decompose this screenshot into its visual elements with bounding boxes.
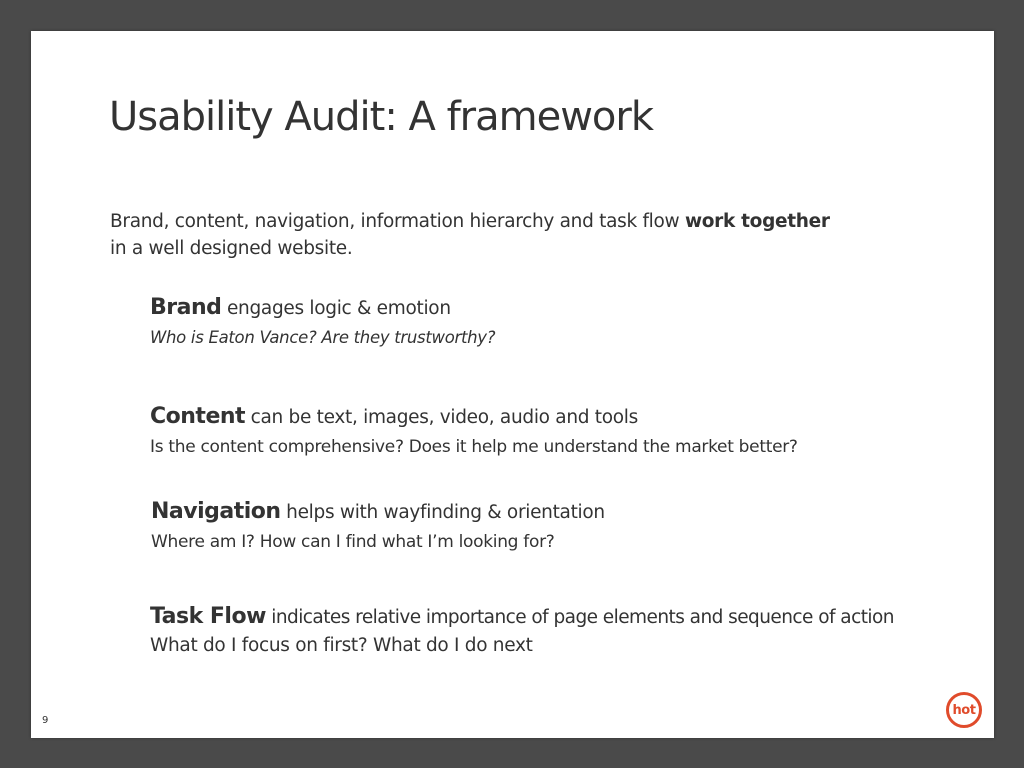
point-navigation-term: Navigation	[151, 499, 281, 524]
point-brand	[150, 295, 970, 347]
point-navigation-question: Where am I? How can I find what I’m looking for?	[151, 532, 555, 552]
hot-logo	[946, 692, 982, 728]
point-brand-term: Brand	[150, 295, 222, 320]
point-brand-heading	[150, 295, 970, 320]
point-brand-description: engages logic & emotion	[221, 298, 451, 319]
point-navigation-description: helps with wayfinding & orientation	[280, 502, 605, 523]
point-navigation-heading	[151, 499, 971, 524]
point-content-question: Is the content comprehensive? Does it help me understand the market better?	[150, 437, 798, 457]
intro-text-after: in a well designed website.	[110, 238, 353, 259]
logo-text: hot	[952, 702, 976, 718]
intro-paragraph	[110, 208, 970, 262]
point-content-description: can be text, images, video, audio and tools	[245, 407, 638, 428]
point-content-heading	[150, 404, 970, 429]
point-content-term: Content	[150, 404, 246, 429]
point-task-flow-heading	[150, 604, 970, 629]
point-content	[150, 404, 970, 457]
intro-text-before: Brand, content, navigation, information hierarchy and task flow	[110, 211, 685, 232]
point-brand-question: Who is Eaton Vance? Are they trustworthy?	[150, 328, 496, 347]
point-task-flow-term: Task Flow	[150, 604, 266, 629]
point-task-flow-description: indicates relative importance of page elements and sequence of action	[265, 607, 894, 628]
intro-emphasis: work together	[684, 211, 830, 232]
point-task-flow-question: What do I focus on first? What do I do next	[150, 635, 533, 656]
slide	[31, 31, 994, 738]
point-task-flow	[150, 604, 970, 656]
point-navigation	[151, 499, 971, 552]
slide-title: Usability Audit: A framework	[109, 94, 654, 140]
page-number: 9	[42, 715, 49, 726]
